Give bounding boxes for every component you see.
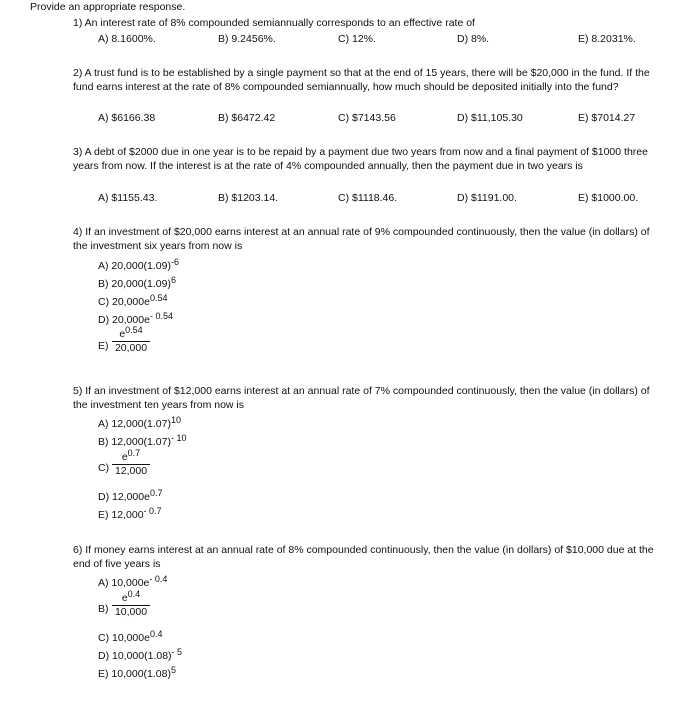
q4-option-e-fraction: [112, 325, 150, 354]
q4-a-base: A) 20,000(1.09): [98, 260, 171, 272]
q3-option-c: C) $1118.46.: [338, 192, 398, 204]
q1-option-e: E) 8.2031%.: [578, 33, 636, 45]
q5-d-base: D) 12,000e: [98, 491, 150, 503]
q4-e-numerator: [112, 325, 150, 340]
q5-c-num-exponent: 0.7: [127, 448, 141, 458]
q5-c-denominator: 12,000: [114, 465, 148, 477]
q6-e-exponent: 5: [170, 665, 176, 675]
q6-e-base: E) 10,000(1.08): [98, 668, 171, 680]
q6-option-c: [98, 631, 162, 645]
q6-option-b-label: B): [98, 603, 109, 615]
q1-option-d: D) 8%.: [457, 33, 490, 45]
question-1-text: 1) An interest rate of 8% compounded semiannually corresponds to an effective rate of: [73, 17, 475, 29]
q6-d-base: D) 10,000(1.08): [98, 650, 172, 662]
question-6-text: 6) If money earns interest at an annual rate of 8% compounded continuously, then the value (in dollars) of $10,000 due at the end of five years is: [73, 544, 654, 570]
q6-option-e: [98, 667, 176, 681]
q5-option-b: [98, 435, 186, 449]
q4-d-base: D) 20,000e: [98, 314, 150, 326]
q5-c-numerator: [112, 448, 150, 463]
q6-option-b-fraction: [112, 589, 150, 618]
q6-b-denominator: 10,000: [114, 606, 148, 618]
q6-a-base: A) 10,000e: [98, 577, 150, 589]
q4-option-e-label: E): [98, 340, 109, 352]
q4-option-b: [98, 277, 176, 291]
q3-option-b: B) $1203.14.: [218, 192, 279, 204]
q3-option-e: E) $1000.00.: [578, 192, 639, 204]
q6-option-d: [98, 649, 182, 663]
q4-d-exponent: - 0.54: [149, 311, 173, 321]
q5-b-base: B) 12,000(1.07): [98, 436, 171, 448]
q4-option-c: [98, 295, 167, 309]
q6-option-a: [98, 576, 167, 590]
q6-c-exponent: 0.4: [149, 629, 163, 639]
q5-c-num-base: e: [121, 451, 128, 463]
q5-e-exponent: - 0.7: [143, 506, 162, 516]
q6-b-numerator: [112, 589, 150, 604]
q4-e-num-base: e: [119, 328, 126, 340]
q5-d-exponent: 0.7: [149, 488, 163, 498]
q5-option-e: [98, 508, 162, 522]
q2-option-e: E) $7014.27: [578, 112, 636, 124]
instructions: Provide an appropriate response.: [30, 1, 186, 13]
q4-e-num-exponent: 0.54: [125, 325, 143, 335]
q5-option-c-label: C): [98, 462, 110, 474]
question-2-text: 2) A trust fund is to be established by a single payment so that at the end of 15 years, there will be $20,000 in the fund. If the fund earns interest at the rate of 8% compounded semiannually, how much should be deposited initially into the fund?: [73, 67, 650, 93]
q6-b-num-base: e: [121, 592, 128, 604]
q1-option-b: B) 9.2456%.: [218, 33, 276, 45]
q2-option-d: D) $11,105.30: [457, 112, 523, 124]
q4-b-base: B) 20,000(1.09): [98, 278, 171, 290]
q6-a-exponent: - 0.4: [149, 574, 168, 584]
q6-c-base: C) 10,000e: [98, 632, 150, 644]
q6-d-exponent: - 5: [171, 647, 183, 657]
q3-option-d: D) $1191.00.: [457, 192, 517, 204]
q2-option-a: A) $6166.38: [98, 112, 156, 124]
q5-option-d: [98, 490, 162, 504]
q4-a-exponent: -6: [170, 257, 179, 267]
q4-c-exponent: 0.54: [149, 293, 168, 303]
q6-b-num-exponent: 0.4: [127, 589, 141, 599]
q1-option-a: A) 8.1600%.: [98, 33, 156, 45]
q4-b-exponent: 6: [170, 275, 176, 285]
q5-e-base: E) 12,000: [98, 509, 144, 521]
q5-option-a: [98, 417, 181, 431]
question-4-text: 4) If an investment of $20,000 earns interest at an annual rate of 9% compounded continuously, then the value (in dollars) of the investment six years from now is: [73, 226, 650, 252]
q4-option-a: [98, 259, 179, 273]
q4-c-base: C) 20,000e: [98, 296, 150, 308]
q1-option-c: C) 12%.: [338, 33, 376, 45]
q2-option-c: C) $7143.56: [338, 112, 396, 124]
q3-option-a: A) $1155.43.: [98, 192, 158, 204]
q5-a-exponent: 10: [170, 415, 181, 425]
q5-b-exponent: - 10: [170, 433, 187, 443]
q2-option-b: B) $6472.42: [218, 112, 276, 124]
q4-e-denominator: 20,000: [114, 342, 148, 354]
question-5-text: 5) If an investment of $12,000 earns interest at an annual rate of 7% compounded continuously, then the value (in dollars) of the investment ten years from now is: [73, 385, 650, 411]
question-3-text: 3) A debt of $2000 due in one year is to be repaid by a payment due two years from now and a final payment of $1000 three years from now. If the interest is at the rate of 4% compounded annually, then the payment due in two years is: [73, 146, 648, 172]
q5-option-c-fraction: [112, 448, 150, 477]
q5-a-base: A) 12,000(1.07): [98, 418, 171, 430]
